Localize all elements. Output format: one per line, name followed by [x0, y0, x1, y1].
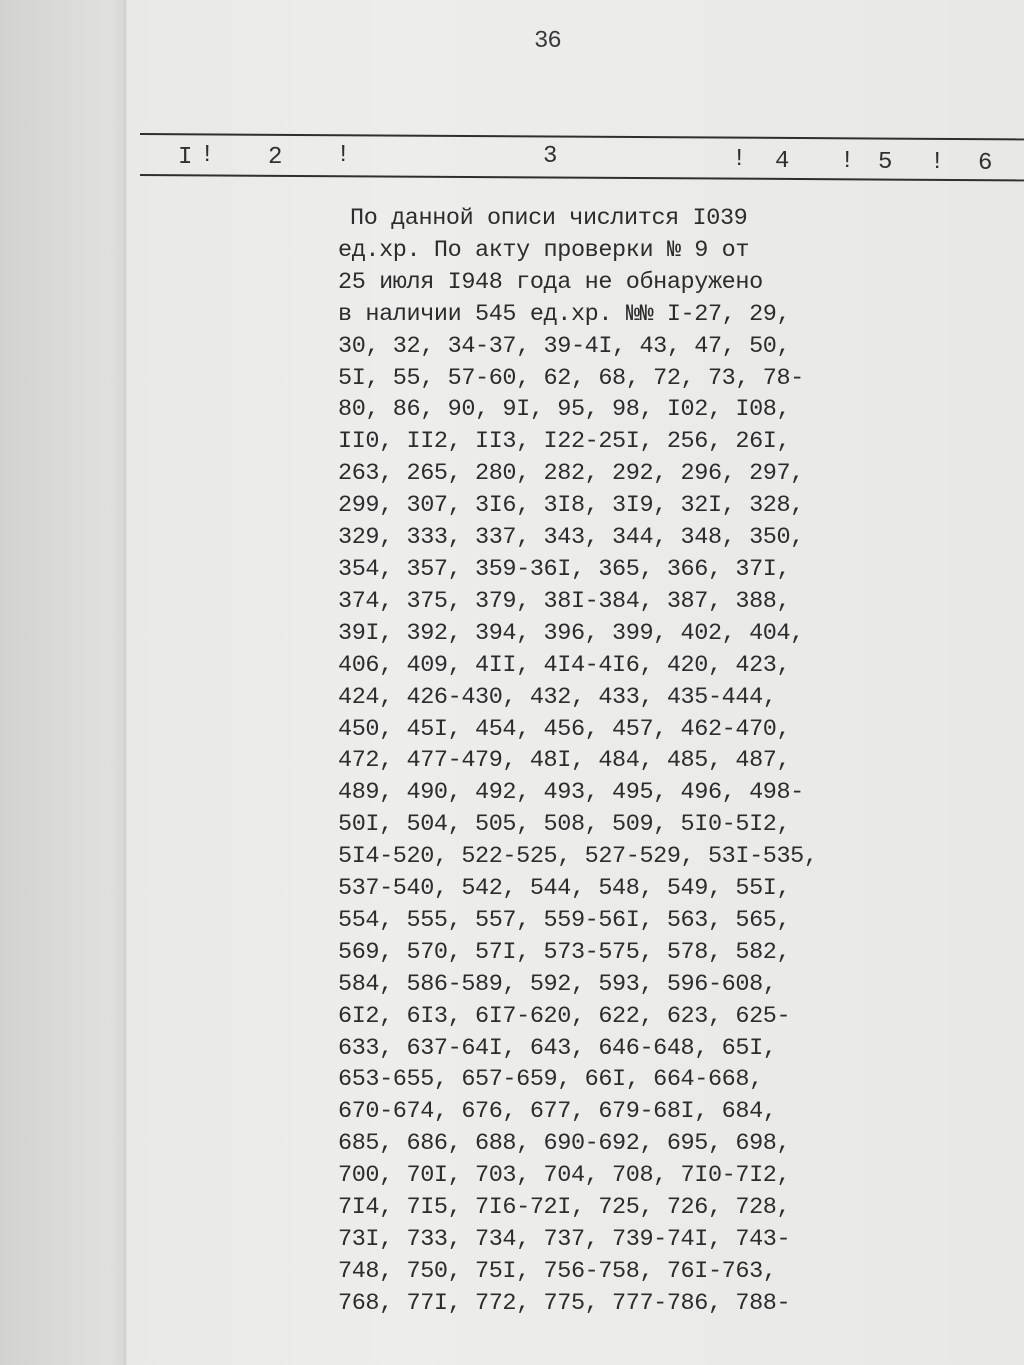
text-line: 584, 586-589, 592, 593, 596-608,	[338, 970, 777, 998]
text-line: 569, 570, 57I, 573-575, 578, 582,	[338, 938, 791, 966]
text-line: ед.хр. По акту проверки № 9 от	[338, 236, 750, 264]
text-line: 50I, 504, 505, 508, 509, 5I0-5I2,	[338, 811, 791, 839]
text-line: 670-674, 676, 677, 679-68I, 684,	[338, 1098, 777, 1126]
text-line: 748, 750, 75I, 756-758, 76I-763,	[338, 1257, 777, 1285]
text-line: 472, 477-479, 48I, 484, 485, 487,	[338, 747, 791, 775]
text-line: 25 июля I948 года не обнаружено	[338, 268, 763, 296]
text-line: 653-655, 657-659, 66I, 664-668,	[338, 1066, 763, 1094]
column-header-2: 2	[268, 144, 283, 171]
adjacent-page-edge	[0, 0, 126, 1365]
text-line: 6I2, 6I3, 6I7-620, 622, 623, 625-	[338, 1002, 791, 1030]
text-line: 329, 333, 337, 343, 344, 348, 350,	[338, 524, 804, 552]
column-header-3: 3	[543, 143, 558, 170]
column-separator: !	[200, 142, 215, 169]
column-header-6: 6	[978, 150, 993, 177]
text-line: По данной описи числится I039	[350, 205, 748, 232]
text-line: 554, 555, 557, 559-56I, 563, 565,	[338, 906, 791, 934]
text-line: 80, 86, 90, 9I, 95, 98, I02, I08,	[338, 396, 791, 424]
text-line: 700, 70I, 703, 704, 708, 7I0-7I2,	[338, 1162, 791, 1190]
table-header-top-rule	[140, 133, 1024, 140]
text-line: 374, 375, 379, 38I-384, 387, 388,	[338, 587, 791, 615]
column-separator: !	[930, 149, 945, 176]
column-separator: !	[840, 148, 855, 175]
text-line: 633, 637-64I, 643, 646-648, 65I,	[338, 1034, 777, 1062]
page-number: 36	[534, 28, 561, 55]
page-binding-shadow	[124, 0, 127, 1365]
column-header-1: I	[178, 144, 193, 171]
text-line: 768, 77I, 772, 775, 777-786, 788-	[338, 1289, 791, 1317]
text-line: II0, II2, II3, I22-25I, 256, 26I,	[338, 428, 791, 456]
text-line: 424, 426-430, 432, 433, 435-444,	[338, 683, 777, 711]
column-separator: !	[732, 146, 747, 173]
typed-paragraph	[338, 203, 818, 1320]
text-line: 489, 490, 492, 493, 495, 496, 498-	[338, 779, 804, 807]
text-line: 685, 686, 688, 690-692, 695, 698,	[338, 1130, 791, 1158]
text-line: 406, 409, 4II, 4I4-4I6, 420, 423,	[338, 651, 791, 679]
text-line: 354, 357, 359-36I, 365, 366, 37I,	[338, 555, 791, 583]
text-line: 5I4-520, 522-525, 527-529, 53I-535,	[338, 843, 818, 871]
text-line: 7I4, 7I5, 7I6-72I, 725, 726, 728,	[338, 1194, 791, 1222]
text-line: 537-540, 542, 544, 548, 549, 55I,	[338, 875, 791, 903]
column-header-5: 5	[878, 149, 893, 176]
text-line: 73I, 733, 734, 737, 739-74I, 743-	[338, 1226, 791, 1253]
text-line: 263, 265, 280, 282, 292, 296, 297,	[338, 460, 804, 488]
column-header-4: 4	[775, 148, 790, 175]
text-line: 450, 45I, 454, 456, 457, 462-470,	[338, 715, 791, 743]
text-line: 5I, 55, 57-60, 62, 68, 72, 73, 78-	[338, 364, 804, 392]
text-line: в наличии 545 ед.хр. №№ I-27, 29,	[338, 300, 791, 328]
text-line: 30, 32, 34-37, 39-4I, 43, 47, 50,	[338, 332, 791, 360]
text-line: 39I, 392, 394, 396, 399, 402, 404,	[338, 619, 804, 647]
column-separator: !	[336, 142, 351, 169]
text-line: 299, 307, 3I6, 3I8, 3I9, 32I, 328,	[338, 492, 804, 520]
